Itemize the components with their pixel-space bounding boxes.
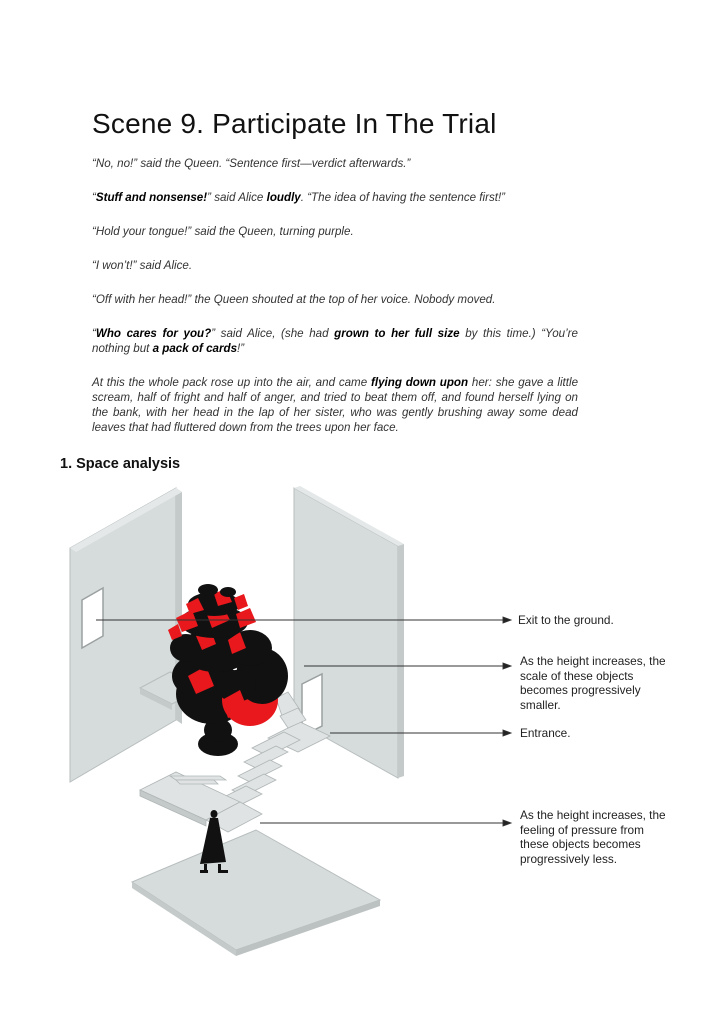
annotation-pressure: As the height increases, the feeling of pressure from these objects becomes progressively less. <box>520 808 666 866</box>
emphasis: flying down upon <box>370 376 469 389</box>
story-paragraph: “No, no!” said the Queen. “Sentence first—verdict afterwards.” <box>92 157 411 170</box>
emphasis: Stuff and nonsense! <box>95 191 208 204</box>
story-paragraph: “Hold your tongue!” said the Queen, turning purple. <box>92 225 354 238</box>
emphasis: a pack of cards <box>152 342 238 355</box>
floor-platform <box>132 830 380 956</box>
left-wall <box>70 488 182 782</box>
story-paragraph: “Off with her head!” the Queen shouted at the top of her voice. Nobody moved. <box>92 293 496 306</box>
card-objects-sculpture <box>168 584 288 756</box>
emphasis: grown to her full size <box>334 327 460 340</box>
annotation-scale: As the height increases, the scale of these objects becomes progressively smaller. <box>520 654 666 712</box>
emphasis: loudly <box>266 191 301 204</box>
annotation-exit: Exit to the ground. <box>518 613 614 627</box>
section-heading: 1. Space analysis <box>60 456 181 472</box>
annotation-entrance: Entrance. <box>520 726 571 740</box>
emphasis: Who cares for you? <box>95 327 212 340</box>
story-paragraph: “Stuff and nonsense!” said Alice loudly. “The idea of having the sentence first!” <box>92 191 506 204</box>
story-paragraph: At this the whole pack rose up into the air, and came flying down upon her: she gave a little scream, half of fright and half of anger, and tried to beat them off, and found herself lying on the bank, with her head in the lap of her sister, who was gently brushing away some dead leaves that had fluttered down from the trees upon her face. <box>92 376 579 434</box>
page-title: Scene 9. Participate In The Trial <box>92 108 497 139</box>
story-paragraph: “Who cares for you?” said Alice, (she had grown to her full size by this time.) “You’re nothing but a pack of cards!” <box>92 327 578 355</box>
space-analysis-diagram <box>0 480 724 970</box>
story-paragraph: “I won’t!” said Alice. <box>92 259 193 272</box>
isometric-illustration <box>0 480 724 970</box>
story-text <box>92 156 578 454</box>
